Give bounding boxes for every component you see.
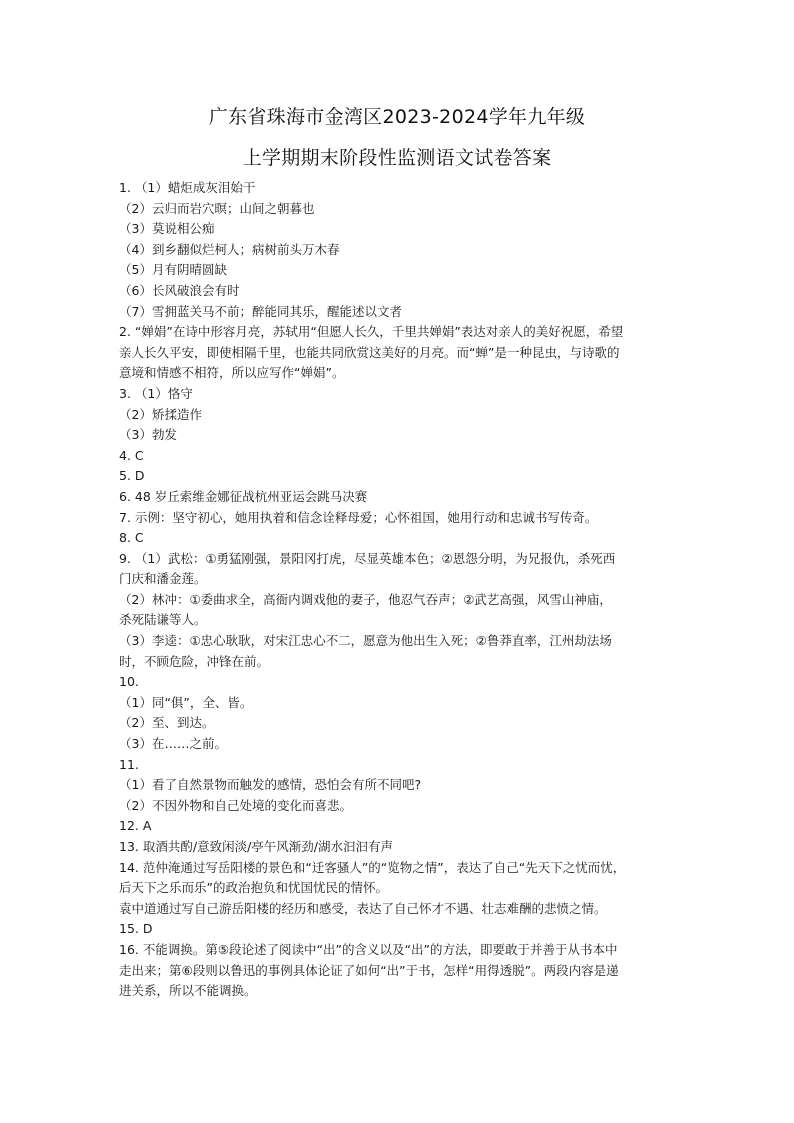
text-line: （2）矫揉造作	[119, 406, 202, 422]
answer-body	[119, 178, 684, 1002]
text-line: 亲人长久平安，即使相隔千里，也能共同欣赏这美好的月亮。而“蝉”是一种昆虫，与诗歌的	[119, 344, 620, 360]
text-line: 1. （1）蜡炬成灰泪始干	[119, 180, 256, 195]
text-line: （7）雪拥蓝关马不前；醉能同其乐，醒能述以文者	[119, 303, 402, 319]
text-line: （2）不因外物和自己处境的变化而喜悲。	[119, 797, 352, 813]
text-line: 时，不顾危险，冲锋在前。	[119, 653, 270, 669]
text-line: 12. A	[119, 818, 152, 834]
text-line: 10.	[119, 674, 139, 690]
text-line: （1）看了自然景物而触发的感情，恐怕会有所不同吧?	[119, 777, 422, 793]
text-line: （3）在……之前。	[119, 736, 227, 752]
text-line: 9. （1）武松：①勇猛刚强，景阳冈打虎，尽显英雄本色；②恩怨分明，为兄报仇，杀死西	[119, 550, 616, 566]
text-line: （6）长风破浪会有时	[119, 282, 240, 298]
text-line: 4. C	[119, 447, 144, 463]
text-line: （3）李逵：①忠心耿耿，对宋江忠心不二，愿意为他出生入死；②鲁莽直率，江州劫法场	[119, 633, 612, 649]
text-line: 进关系，所以不能调换。	[119, 983, 257, 999]
text-line: （2）林冲：①委曲求全，高衙内调戏他的妻子，他忍气吞声；②武艺高强，风雪山神庙，	[119, 591, 612, 607]
text-line: 5. D	[119, 468, 145, 484]
text-line: 14. 范仲淹通过写岳阳楼的景色和“迁客骚人”的“览物之情”，表达了自己“先天下之忧而忧，	[119, 859, 626, 875]
text-line: （5）月有阴晴圆缺	[119, 262, 227, 278]
text-line: 7. 示例：坚守初心，她用执着和信念诠释母爱；心怀祖国，她用行动和忠诚书写传奇。	[119, 509, 598, 525]
text-line: （4）到乡翻似烂柯人；病树前头万木春	[119, 241, 340, 257]
document-title-line-2: 上学期期末阶段性监测语文试卷答案	[242, 147, 552, 169]
text-line: （1）同“俱”，全、皆。	[119, 694, 253, 710]
text-line: （2）云归而岩穴暝；山间之朝暮也	[119, 200, 315, 216]
text-line: 16. 不能调换。第⑤段论述了阅读中“出”的含义以及“出”的方法，即要敢于并善于从书本中	[119, 941, 618, 957]
text-line: 杀死陆谦等人。	[119, 612, 207, 628]
text-line: （3）莫说相公痴	[119, 221, 215, 237]
text-line: （2）至、到达。	[119, 715, 215, 731]
text-line: 6. 48 岁丘索维金娜征战杭州亚运会跳马决赛	[119, 488, 368, 504]
text-line: 3. （1）恪守	[119, 385, 193, 401]
text-line: 后天下之乐而乐”的政治抱负和忧国忧民的情怀。	[119, 880, 388, 896]
text-line: 11.	[119, 756, 139, 772]
text-line: （3）勃发	[119, 427, 177, 443]
text-line: 13. 取酒共酌/意致闲淡/亭午风渐劲/湖水汩汩有声	[119, 839, 393, 854]
text-line: 8. C	[119, 530, 144, 546]
text-line: 意境和情感不相符，所以应写作“婵娟”。	[119, 365, 345, 381]
document-title-line-1: 广东省珠海市金湾区2023-2024学年九年级	[208, 106, 586, 128]
text-line: 走出来；第⑥段则以鲁迅的事例具体论证了如何“出”于书，怎样“用得透脱”。两段内容是递	[119, 962, 619, 978]
text-line: 袁中道通过写自己游岳阳楼的经历和感受，表达了自己怀才不遇、壮志难酬的悲愤之情。	[119, 900, 607, 916]
text-line: 门庆和潘金莲。	[119, 571, 207, 587]
text-line: 2. “婵娟”在诗中形容月亮，苏轼用“但愿人长久，千里共婵娟”表达对亲人的美好祝愿，希望	[119, 324, 624, 340]
text-line: 15. D	[119, 921, 153, 937]
